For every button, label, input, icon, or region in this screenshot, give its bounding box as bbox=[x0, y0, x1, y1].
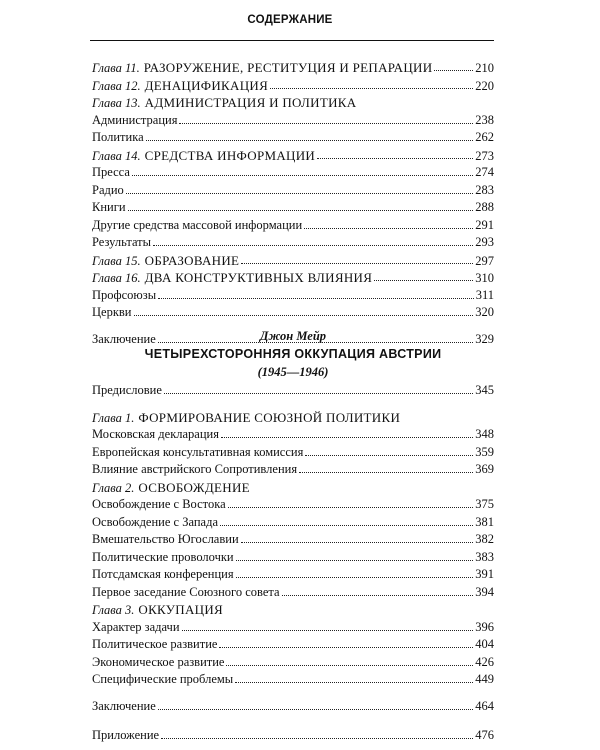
toc-page-number: 348 bbox=[475, 427, 494, 441]
toc-page-number: 375 bbox=[475, 497, 494, 511]
dot-leader bbox=[134, 315, 474, 316]
chapter-title: ОККУПАЦИЯ bbox=[138, 602, 223, 617]
toc-chapter-entry[interactable] bbox=[92, 59, 494, 77]
toc-entry-title: Пресса bbox=[92, 165, 130, 179]
dot-leader bbox=[158, 298, 474, 299]
toc-page-number: 449 bbox=[475, 672, 494, 686]
chapter-label: Глава 12. bbox=[92, 78, 141, 93]
dot-leader bbox=[158, 709, 474, 710]
toc-entry[interactable] bbox=[92, 461, 494, 479]
toc-page-number: 369 bbox=[475, 462, 494, 476]
chapter-title: ДЕНАЦИФИКАЦИЯ bbox=[144, 77, 269, 93]
toc-entry-title: Потсдамская конференция bbox=[92, 567, 234, 581]
author-name: Джон Мейр bbox=[259, 329, 327, 343]
toc-page-number: 426 bbox=[475, 654, 494, 669]
dot-leader bbox=[270, 88, 473, 89]
toc-page-number: 345 bbox=[475, 383, 494, 397]
dot-leader bbox=[219, 647, 473, 648]
toc-entry[interactable] bbox=[92, 584, 494, 602]
chapter-label: Глава 11. bbox=[92, 61, 140, 75]
dot-leader bbox=[282, 595, 474, 596]
toc-page-number: 394 bbox=[475, 584, 494, 599]
toc-entry[interactable] bbox=[92, 671, 494, 689]
toc-entry-title: Первое заседание Союзного совета bbox=[92, 584, 280, 599]
dot-leader bbox=[226, 665, 473, 666]
toc-part-1-entries bbox=[92, 59, 494, 322]
chapter-title: АДМИНИСТРАЦИЯ И ПОЛИТИКА bbox=[144, 95, 357, 110]
dot-leader bbox=[236, 560, 474, 561]
toc-entry-title: Другие средства массовой информации bbox=[92, 217, 303, 232]
dot-leader bbox=[221, 437, 473, 438]
toc-entry-title: Результаты bbox=[92, 235, 152, 249]
chapter-label: Глава 13. bbox=[92, 96, 141, 110]
running-head: СОДЕРЖАНИЕ bbox=[247, 14, 333, 26]
toc-entry-conclusion-2[interactable] bbox=[92, 698, 494, 716]
toc-page-number: 283 bbox=[475, 182, 494, 197]
toc-entry-title: Экономическое развитие bbox=[92, 654, 225, 669]
toc-entry-title: Книги bbox=[92, 200, 126, 214]
toc-page-number: 297 bbox=[475, 253, 494, 268]
dot-leader bbox=[179, 123, 473, 124]
toc-chapter-entry[interactable] bbox=[92, 601, 494, 619]
toc-entry-title: Заключение bbox=[92, 331, 156, 346]
toc-entry-title: Радио bbox=[92, 182, 124, 197]
toc-entry[interactable] bbox=[92, 112, 494, 130]
toc-page-number: 320 bbox=[475, 305, 494, 319]
dot-leader bbox=[126, 193, 473, 194]
toc-page-number: 381 bbox=[475, 514, 494, 529]
dot-leader bbox=[153, 245, 473, 246]
toc-page-number: 310 bbox=[475, 271, 494, 285]
chapter-label: Глава 15. bbox=[92, 253, 141, 268]
toc-entry[interactable] bbox=[92, 636, 494, 654]
toc-entry-title: Характер задачи bbox=[92, 619, 180, 634]
toc-page-number: 210 bbox=[475, 61, 494, 75]
toc-entry[interactable] bbox=[92, 496, 494, 514]
toc-chapter-entry[interactable] bbox=[92, 252, 494, 270]
toc-entry[interactable] bbox=[92, 444, 494, 462]
toc-page-number: 262 bbox=[475, 130, 494, 144]
toc-page-number: 383 bbox=[475, 549, 494, 564]
toc-entry-title: Европейская консультативная комиссия bbox=[92, 444, 304, 459]
dot-leader bbox=[132, 175, 473, 176]
toc-entry-title: Заключение bbox=[92, 698, 156, 713]
toc-page-number: 238 bbox=[475, 112, 494, 127]
dot-leader bbox=[128, 210, 474, 211]
toc-entry-title: Специфические проблемы bbox=[92, 672, 234, 686]
toc-entry[interactable] bbox=[92, 182, 494, 200]
toc-entry[interactable] bbox=[92, 217, 494, 235]
toc-entry[interactable] bbox=[92, 234, 494, 252]
chapter-title: РАЗОРУЖЕНИЕ, РЕСТИТУЦИЯ И РЕПАРАЦИИ bbox=[143, 60, 433, 75]
toc-entry-title: Вмешательство Югославии bbox=[92, 532, 239, 546]
dot-leader bbox=[161, 738, 473, 739]
toc-entry[interactable] bbox=[92, 531, 494, 549]
chapter-title: ФОРМИРОВАНИЕ СОЮЗНОЙ ПОЛИТИКИ bbox=[138, 409, 401, 425]
toc-page-number: 311 bbox=[475, 287, 494, 302]
toc-entry[interactable] bbox=[92, 129, 494, 147]
toc-page-number: 288 bbox=[475, 200, 494, 214]
dot-leader bbox=[317, 158, 473, 159]
toc-entry-title: Влияние австрийского Сопротивления bbox=[92, 462, 298, 476]
chapter-title: ОБРАЗОВАНИЕ bbox=[144, 252, 240, 268]
section-heading bbox=[92, 327, 494, 381]
toc-chapter-entry[interactable] bbox=[92, 94, 494, 112]
toc-page-number: 464 bbox=[475, 698, 494, 713]
dot-leader bbox=[228, 507, 474, 508]
dot-leader bbox=[299, 472, 473, 473]
toc-entry-title: Московская декларация bbox=[92, 427, 219, 441]
toc-chapter-entry[interactable] bbox=[92, 269, 494, 287]
toc-page-number: 476 bbox=[475, 728, 494, 742]
dot-leader bbox=[164, 393, 473, 394]
toc-entry[interactable] bbox=[92, 287, 494, 305]
toc-page-number: 274 bbox=[475, 165, 494, 179]
dot-leader bbox=[304, 228, 473, 229]
toc-chapter-entry[interactable] bbox=[92, 77, 494, 95]
toc-part-2 bbox=[92, 382, 494, 745]
toc-entry-title: Освобождение с Востока bbox=[92, 497, 226, 511]
dot-leader bbox=[434, 70, 473, 71]
toc-chapter-entry[interactable] bbox=[92, 409, 494, 427]
toc-page-number: 396 bbox=[475, 619, 494, 634]
dot-leader bbox=[236, 577, 474, 578]
toc-entry[interactable] bbox=[92, 549, 494, 567]
toc-chapter-entry[interactable] bbox=[92, 147, 494, 165]
dot-leader bbox=[146, 140, 474, 141]
header-rule bbox=[90, 40, 494, 41]
toc-entry-title: Администрация bbox=[92, 112, 178, 127]
toc-entry-title: Политическое развитие bbox=[92, 637, 218, 651]
toc-page-number: 382 bbox=[475, 532, 494, 546]
chapter-label: Глава 14. bbox=[92, 148, 141, 163]
toc-page-number: 293 bbox=[475, 235, 494, 249]
toc-entry[interactable] bbox=[92, 304, 494, 322]
toc-chapter-entry[interactable] bbox=[92, 479, 494, 497]
toc-entry-title: Предисловие bbox=[92, 383, 162, 397]
dot-leader bbox=[182, 630, 474, 631]
toc-entry-title: Приложение bbox=[92, 728, 160, 742]
toc-entry[interactable] bbox=[92, 654, 494, 672]
toc-entry[interactable] bbox=[92, 164, 494, 182]
dot-leader bbox=[235, 682, 473, 683]
toc-entry-title: Освобождение с Запада bbox=[92, 514, 219, 529]
toc-entry[interactable] bbox=[92, 619, 494, 637]
chapter-label: Глава 2. bbox=[92, 480, 135, 495]
chapter-label: Глава 16. bbox=[92, 271, 141, 285]
toc-entry-title: Церкви bbox=[92, 305, 132, 319]
toc-page-number: 404 bbox=[475, 637, 494, 651]
dot-leader bbox=[374, 280, 473, 281]
chapter-title: СРЕДСТВА ИНФОРМАЦИИ bbox=[144, 147, 316, 163]
toc-part-1 bbox=[92, 59, 494, 348]
chapter-title: ОСВОБОЖДЕНИЕ bbox=[138, 479, 250, 495]
toc-page-number: 220 bbox=[475, 78, 494, 93]
toc-entry-title: Политика bbox=[92, 130, 144, 144]
toc-page-number: 291 bbox=[475, 217, 494, 232]
toc-entry-preface[interactable] bbox=[92, 382, 494, 400]
toc-entry-title: Профсоюзы bbox=[92, 287, 157, 302]
toc-entry[interactable] bbox=[92, 199, 494, 217]
section-title: ЧЕТЫРЕХСТОРОННЯЯ ОККУПАЦИЯ АВСТРИИ bbox=[144, 347, 442, 361]
chapter-label: Глава 3. bbox=[92, 603, 135, 617]
toc-page-number: 329 bbox=[475, 331, 494, 346]
toc-entry[interactable] bbox=[92, 426, 494, 444]
chapter-label: Глава 1. bbox=[92, 410, 135, 425]
chapter-title: ДВА КОНСТРУКТИВНЫХ ВЛИЯНИЯ bbox=[144, 270, 373, 285]
toc-entry[interactable] bbox=[92, 566, 494, 584]
toc-page-number: 273 bbox=[475, 148, 494, 163]
toc-entry-title: Политические проволочки bbox=[92, 549, 234, 564]
toc-page-number: 391 bbox=[475, 567, 494, 581]
dot-leader bbox=[220, 525, 473, 526]
toc-entry-appendix[interactable] bbox=[92, 727, 494, 745]
toc-part-2-entries bbox=[92, 409, 494, 689]
dot-leader bbox=[305, 455, 473, 456]
section-years: (1945—1946) bbox=[257, 365, 329, 379]
dot-leader bbox=[241, 542, 474, 543]
toc-page-number: 359 bbox=[475, 444, 494, 459]
toc-entry[interactable] bbox=[92, 514, 494, 532]
dot-leader bbox=[241, 263, 473, 264]
